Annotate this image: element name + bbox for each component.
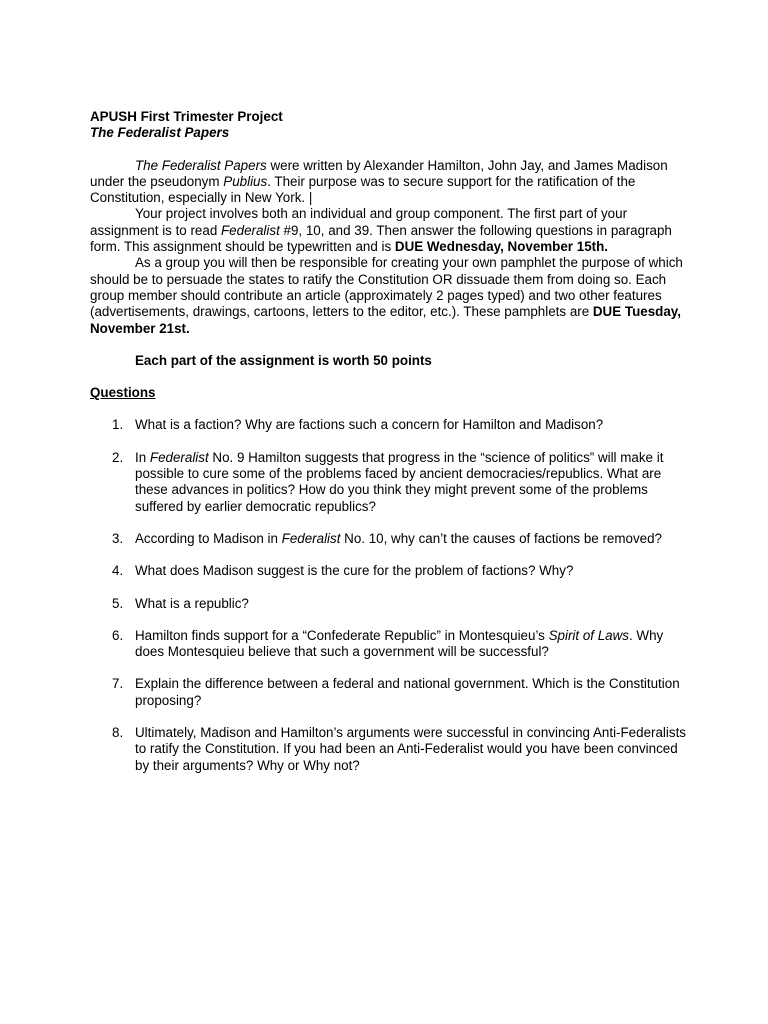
intro-p1-text-b: . Their purpose was to secure support for the ratification of the Constitution, especially in New York. | (90, 173, 636, 206)
question-item (90, 417, 688, 433)
points-note: Each part of the assignment is worth 50 points (135, 352, 432, 368)
question-text: Hamilton finds support for a “Confederate Republic” in Montesquieu’s (135, 627, 549, 643)
question-number: 6. (112, 627, 124, 643)
question-item (90, 628, 688, 661)
question-italic: Spirit of Laws (548, 627, 629, 643)
question-italic: Federalist (149, 449, 209, 465)
questions-list (90, 417, 688, 773)
intro-paragraph-1 (90, 158, 688, 207)
intro-p2-text-b: #9, 10, and 39. Then answer the following questions in paragraph form. This assignment should be typewritten and is (90, 222, 672, 255)
intro-p2-due-date: DUE Wednesday, November 15th. (394, 239, 608, 255)
intro-p3-text-a: As a group you will then be responsible for creating your own pamphlet the purpose of which should be to persuade the states to ratify the Constitution OR dissuade them from doing so. Each group member should contribute an article (approximately 2 pages typed) and two other features (advertisements, drawings, cartoons, letters to the editor, etc.). These pamphlets are (90, 255, 683, 320)
question-number: 1. (112, 417, 124, 433)
intro-p1-italic-title: The Federalist Papers (135, 157, 267, 173)
question-item (90, 563, 688, 579)
question-item (90, 676, 688, 709)
question-text: What does Madison suggest is the cure for the problem of factions? Why? (135, 563, 574, 579)
question-number: 3. (112, 530, 124, 546)
question-italic: Federalist (281, 530, 341, 546)
question-number: 8. (112, 725, 124, 741)
intro-p2-text-a: Your project involves both an individual and group component. The first part of your assignment is to read (90, 206, 628, 238)
question-text-cont: No. 9 Hamilton suggests that progress in the “science of politics” will make it possible to cure some of the problems faced by ancient democracies/republics. What are these advances in politics? How do you think they might prevent some of the problems suffered by earlier democratic republics? (135, 449, 664, 514)
question-text: Ultimately, Madison and Hamilton’s arguments were successful in convincing Anti-Federalists to ratify the Constitution. If you had been an Anti-Federalist would you have been convinced by their arguments? Why or Why not? (135, 725, 686, 773)
document-title: APUSH First Trimester Project (90, 109, 283, 124)
question-text-cont: . Why does Montesquieu believe that such a government will be successful? (135, 627, 664, 660)
questions-heading: Questions (90, 385, 156, 401)
question-number: 4. (112, 563, 124, 579)
question-item (90, 725, 688, 774)
document-subtitle: The Federalist Papers (90, 125, 230, 141)
question-item (90, 531, 688, 547)
intro-paragraph-3 (90, 255, 688, 336)
question-number: 7. (112, 676, 124, 692)
question-text: What is a faction? Why are factions such a concern for Hamilton and Madison? (135, 417, 604, 433)
question-text: In (135, 449, 150, 465)
intro-paragraph-2 (90, 206, 688, 255)
question-item (90, 450, 688, 515)
question-number: 5. (112, 595, 124, 611)
question-text: According to Madison in (135, 530, 282, 546)
question-text-cont: No. 10, why can’t the causes of factions be removed? (340, 530, 662, 546)
intro-p3-due-date: DUE Tuesday, November 21st. (90, 304, 681, 336)
intro-p1-text-a: were written by Alexander Hamilton, John Jay, and James Madison under the pseudonym (90, 157, 668, 189)
question-text: Explain the difference between a federal and national government. Which is the Constitution proposing? (135, 676, 680, 708)
question-item (90, 596, 688, 612)
question-number: 2. (112, 449, 124, 465)
intro-p1-pseudonym: Publius (223, 173, 268, 189)
intro-p2-italic: Federalist (221, 222, 280, 238)
question-text: What is a republic? (135, 595, 249, 611)
